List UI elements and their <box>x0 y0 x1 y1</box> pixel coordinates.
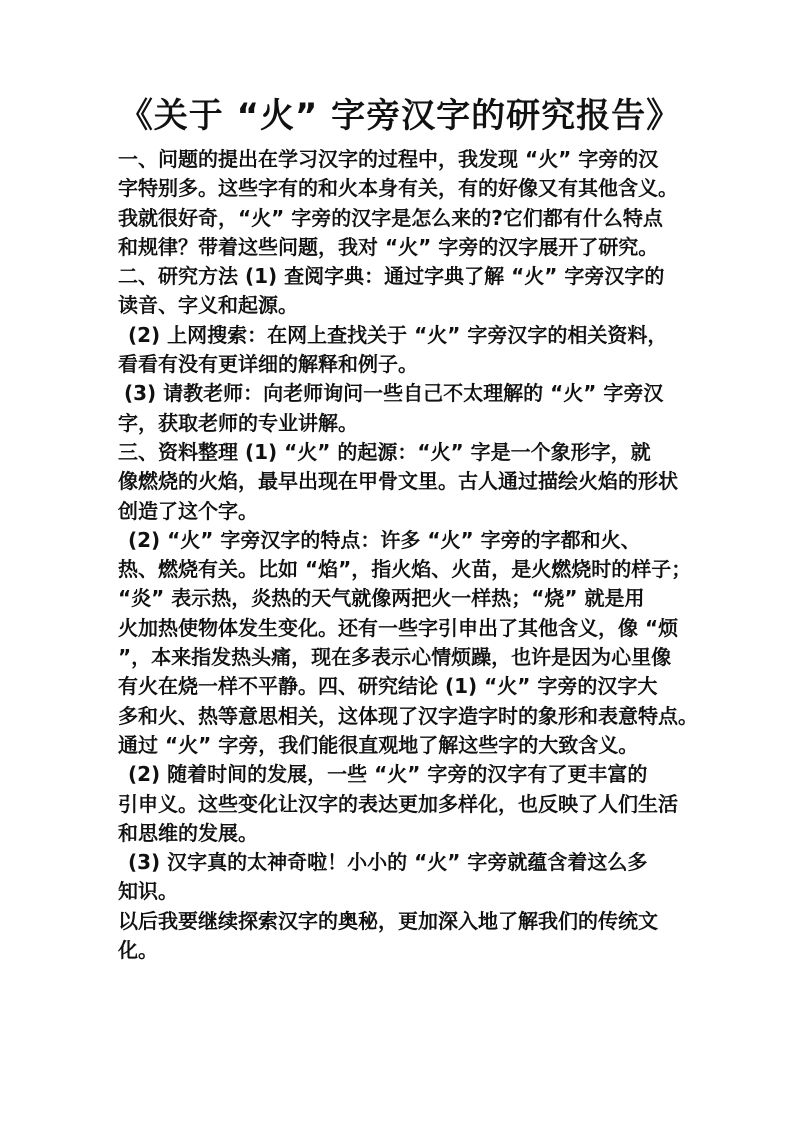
text-line: 以后我要继续探索汉字的奥秘，更加深入地了解我们的传统文 <box>118 908 658 933</box>
text-line: 看看有没有更详细的解释和例子。 <box>118 352 418 377</box>
text-line: 创造了这个字。 <box>118 498 258 523</box>
text-line: 多和火、热等意思相关，这体现了汉字造字时的象形和表意特点。 <box>118 703 698 728</box>
text-line: 我就很好奇，“火” 字旁的汉字是怎么来的?它们都有什么特点 <box>118 205 663 230</box>
text-line: (3) 请教老师：向老师询问一些自己不太理解的 “火” 字旁汉 <box>124 381 664 406</box>
text-line: (2) 随着时间的发展，一些 “火” 字旁的汉字有了更丰富的 <box>128 762 648 787</box>
report-body <box>118 145 698 965</box>
text-line: 热、燃烧有关。比如 “焰”，指火焰、火苗，是火燃烧时的样子； <box>118 557 692 582</box>
text-line: 一、问题的提出在学习汉字的过程中，我发现 “火” 字旁的汉 <box>118 147 659 171</box>
text-line: 引申义。这些变化让汉字的表达更加多样化，也反映了人们生活 <box>118 791 678 816</box>
text-line: 和思维的发展。 <box>118 820 258 845</box>
text-line: “炎” 表示热，炎热的天气就像两把火一样热；“烧” 就是用 <box>118 586 645 611</box>
text-line: 知识。 <box>118 879 178 904</box>
text-line: 有火在烧一样不平静。四、研究结论 (1) “火” 字旁的汉字大 <box>118 674 658 699</box>
text-line: ”，本来指发热头痛，现在多表示心情烦躁，也许是因为心里像 <box>118 645 672 670</box>
text-line: 像燃烧的火焰，最早出现在甲骨文里。古人通过描绘火焰的形状 <box>118 469 678 494</box>
text-line: 化。 <box>118 938 158 963</box>
text-line: 通过 “火” 字旁，我们能很直观地了解这些字的大致含义。 <box>118 732 639 757</box>
text-line: 和规律？带着这些问题，我对 “火” 字旁的汉字展开了研究。 <box>118 234 659 259</box>
text-line: 字特别多。这些字有的和火本身有关，有的好像又有其他含义。 <box>118 176 678 201</box>
text-line: 二、研究方法 (1) 查阅字典：通过字典了解 “火” 字旁汉字的 <box>118 264 665 289</box>
text-line: 三、资料整理 (1) “火” 的起源：“火” 字是一个象形字，就 <box>118 439 651 464</box>
text-line: (2) “火” 字旁汉字的特点：许多 “火” 字旁的字都和火、 <box>128 527 641 552</box>
text-line: 读音、字义和起源。 <box>118 293 298 318</box>
text-line: 火加热使物体发生变化。还有一些字引申出了其他含义，像 “烦 <box>118 615 679 640</box>
text-line: 字，获取老师的专业讲解。 <box>118 410 358 435</box>
text-line: (2) 上网搜索：在网上查找关于 “火” 字旁汉字的相关资料， <box>128 322 668 347</box>
report-title: 《关于 “火” 字旁汉字的研究报告》 <box>118 96 682 136</box>
text-line: (3) 汉字真的太神奇啦！小小的 “火” 字旁就蕴含着这么多 <box>128 850 648 875</box>
